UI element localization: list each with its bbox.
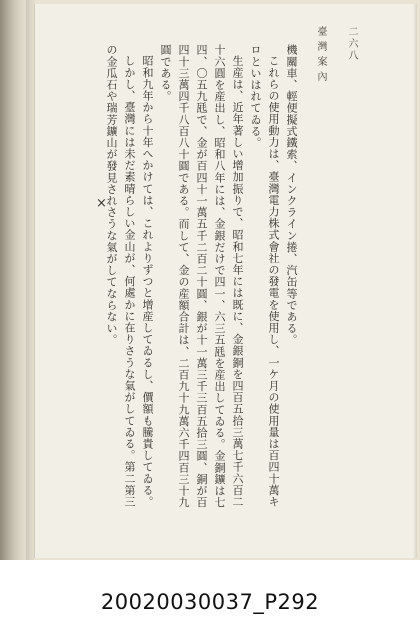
image-caption: 20020030037_P292 [100, 590, 320, 614]
book-spine [0, 0, 26, 560]
paragraph: 機關車、輕便擬式鐵索、インクライン捲、汽缶等である。 [285, 44, 298, 346]
body-text [64, 44, 300, 514]
paragraph: 昭和九年から十年へかけては、これよりずつと增産してゐるし、價額も騰貴してゐる。 [141, 55, 154, 508]
page-edge [413, 4, 417, 558]
paragraph: これらの使用動力は、臺灣電力株式會社の發電を使用し、一ケ月の使用量は百四十萬キロといはれてゐる。 [249, 44, 280, 508]
paragraph: 生産は、近年著しい增加振りで、昭和七年には既に、金銀銅を四百五拾三萬七千六百二十六圓を産出し、昭和八年には、金銀だけで四一、六三五瓱を産出してゐる。金銅鑛は七四、〇五九瓱で、金が百四十一萬五千二百二十圓、銀が十一萬三千三百五拾三圓、銅が百四十三萬四千八百八十圓である。而して、金の産額合計は、二百九十九萬六千四百三十九圓である。 [159, 44, 244, 508]
running-header-title: 臺灣案內 [315, 26, 326, 86]
page-number: 二六八 [346, 26, 357, 62]
cross-mark: × [96, 196, 107, 211]
paragraph: しかし、臺灣には未だ素晴らしい金山が、何處かに在りさうな氣がしてゐる。第二第三の金瓜石や瑞芳鑛山が發見されさうな氣がしてならない。 [105, 44, 136, 508]
